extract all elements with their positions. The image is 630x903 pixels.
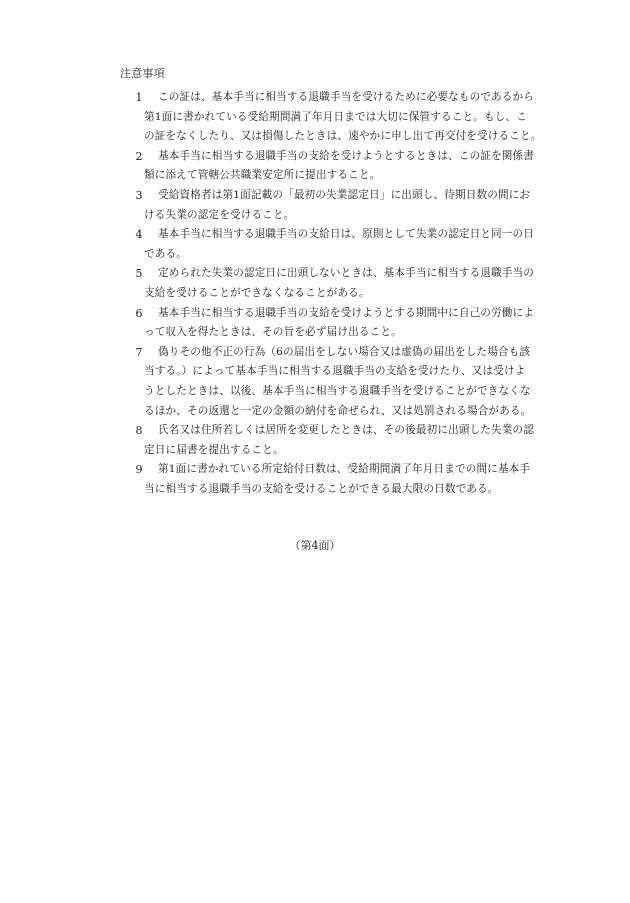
note-continuation-line: うとしたときは、以後、基本手当に相当する退職手当を受けることができなくな: [144, 384, 531, 397]
note-number: 2: [135, 149, 143, 163]
note-number: 3: [135, 188, 143, 202]
note-item: [118, 225, 578, 264]
note-number: 4: [135, 228, 143, 242]
note-first-line: 氏名又は住所若しくは居所を変更したときは、その後最初に出頭した失業の認: [158, 424, 535, 437]
note-item: [118, 88, 578, 147]
note-text: [118, 147, 578, 186]
note-item: [118, 186, 578, 225]
note-item: [118, 460, 578, 499]
note-number: 1: [135, 91, 143, 104]
note-continuation-line: ける失業の認定を受けること。: [144, 208, 295, 221]
note-number: 9: [135, 463, 143, 477]
note-continuation-line: 第1面に書かれている受給期間満了年月日までは大切に保管すること。もし、こ: [144, 110, 527, 123]
note-first-line: 定められた失業の認定日に出頭しないときは、基本手当に相当する退職手当の: [158, 267, 535, 280]
note-text: [118, 186, 578, 225]
note-continuation-line: 当に相当する退職手当の支給を受けることができる最大限の日数である。: [144, 482, 499, 495]
note-number: 7: [135, 345, 143, 359]
note-item: [118, 264, 578, 303]
note-text: [118, 225, 578, 264]
note-number: 6: [135, 306, 143, 320]
note-item: [118, 304, 578, 343]
notes-heading: 注意事項: [120, 67, 165, 80]
note-first-line: この証は、基本手当に相当する退職手当を受けるために必要なものであるから: [158, 91, 535, 103]
note-text: [118, 88, 578, 147]
note-text: [118, 421, 578, 460]
note-continuation-line: 類に添えて管轄公共職業安定所に提出すること。: [144, 169, 381, 182]
note-continuation-line: である。: [144, 247, 187, 260]
note-first-line: 第1面に書かれている所定給付日数は、受給期間満了年月日までの間に基本手: [158, 463, 531, 476]
note-first-line: 基本手当に相当する退職手当の支給日は、原則として失業の認定日と同一の日: [158, 228, 535, 241]
note-text: [118, 343, 578, 421]
note-continuation-line: って収入を得たときは、その旨を必ず届け出ること。: [144, 326, 402, 339]
note-first-line: 基本手当に相当する退職手当の支給を受けようとするときは、この証を関係書: [158, 149, 535, 162]
note-continuation-line: るほか、その返還と一定の金額の納付を命ぜられ、又は処罰される場合がある。: [144, 404, 532, 417]
note-continuation-line: 当する。）によって基本手当に相当する退職手当の支給を受けたり、又は受けよ: [144, 365, 526, 378]
notes-list: [118, 88, 578, 499]
note-first-line: 偽りその他不正の行為（6の届出をしない場合又は虚偽の届出をした場合も該: [158, 345, 531, 358]
page-footer: （第4面）: [289, 539, 341, 552]
note-first-line: 受給資格者は第1面記載の「最初の失業認定日」に出頭し、待期日数の間にお: [158, 188, 531, 201]
note-continuation-line: 定日に届書を提出すること。: [144, 443, 284, 456]
note-text: [118, 304, 578, 343]
note-continuation-line: 支給を受けることができなくなることがある。: [144, 286, 370, 299]
note-continuation-line: の証をなくしたり、又は損傷したときは、速やかに申し出て再交付を受けること。: [144, 130, 542, 143]
note-item: [118, 147, 578, 186]
note-number: 8: [135, 424, 143, 438]
note-number: 5: [135, 267, 143, 281]
note-text: [118, 264, 578, 303]
note-text: [118, 460, 578, 499]
note-item: [118, 421, 578, 460]
note-first-line: 基本手当に相当する退職手当の支給を受けようとする期間中に自己の労働によ: [158, 306, 535, 319]
note-item: [118, 343, 578, 421]
